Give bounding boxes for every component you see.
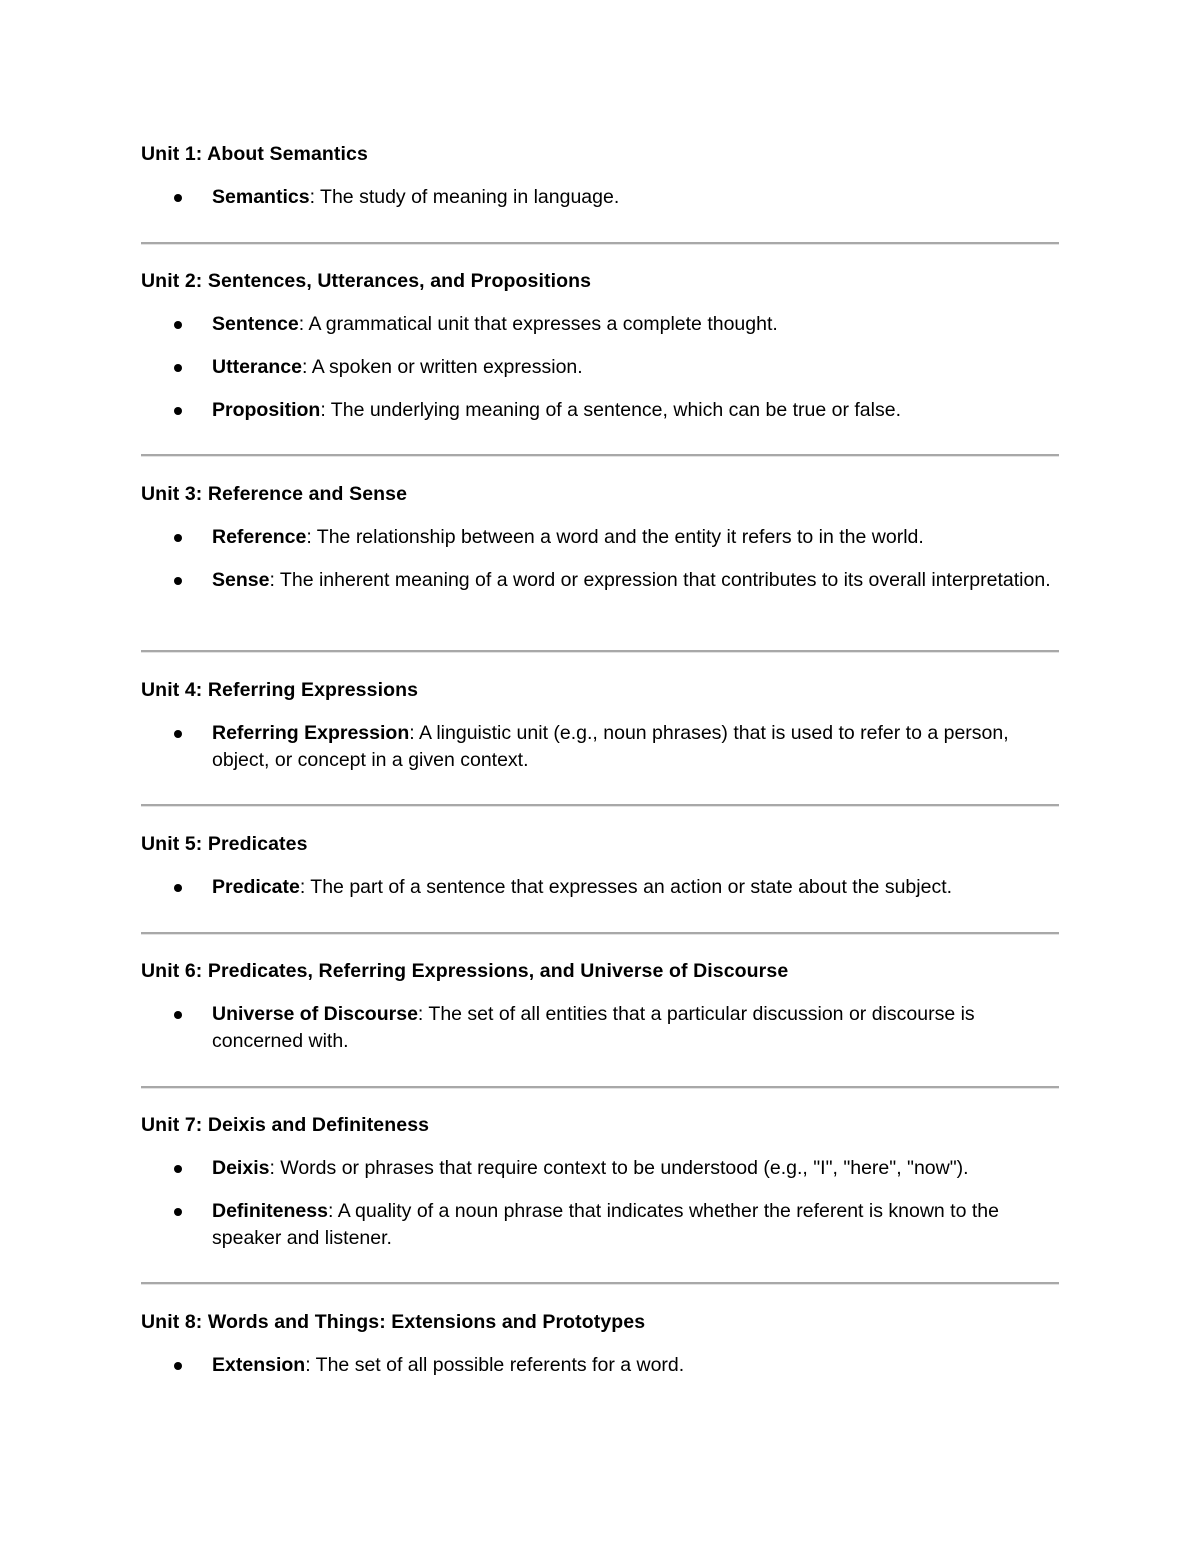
unit-8-title: Unit 8: Words and Things: Extensions and Prototypes <box>141 1311 646 1333</box>
unit-4-title: Unit 4: Referring Expressions <box>141 679 419 701</box>
term-sense <box>141 567 1061 594</box>
unit-8-term-list <box>141 1352 1061 1379</box>
unit-5-section <box>141 832 1061 901</box>
term-name: Referring Expression <box>212 722 410 744</box>
section-divider <box>141 1086 1059 1089</box>
unit-7-term-list <box>141 1155 1061 1252</box>
term-definition: : A quality of a noun phrase that indicates whether the referent is known to the speaker and listener. <box>212 1200 999 1249</box>
unit-7-title: Unit 7: Deixis and Definiteness <box>141 1114 430 1136</box>
term-name: Definiteness <box>212 1200 328 1222</box>
term-definition: : A spoken or written expression. <box>301 356 583 378</box>
section-divider <box>141 454 1059 457</box>
bullet-icon <box>174 884 182 892</box>
bullet-icon <box>174 534 182 542</box>
term-universe-of-discourse <box>141 1001 1061 1055</box>
bullet-icon <box>174 194 182 202</box>
term-deixis <box>141 1155 1061 1182</box>
term-sentence <box>141 311 1061 338</box>
term-extension <box>141 1352 1061 1379</box>
term-utterance <box>141 354 1061 381</box>
unit-8-section <box>141 1310 1061 1379</box>
unit-5-term-list <box>141 874 1061 901</box>
section-divider <box>141 804 1059 807</box>
term-name: Reference <box>212 526 307 548</box>
unit-6-term-list <box>141 1001 1061 1055</box>
section-divider <box>141 932 1059 935</box>
section-divider <box>141 242 1059 245</box>
term-definition: : Words or phrases that require context to be understood (e.g., "I", "here", "now"). <box>269 1157 969 1179</box>
term-semantics <box>141 184 1061 211</box>
term-proposition <box>141 397 1061 424</box>
term-definition: : A grammatical unit that expresses a complete thought. <box>298 313 778 335</box>
unit-3-term-list <box>141 524 1061 594</box>
term-name: Predicate <box>212 876 300 898</box>
bullet-icon <box>174 364 182 372</box>
term-name: Semantics <box>212 186 310 208</box>
term-name: Extension <box>212 1354 306 1376</box>
unit-1-title: Unit 1: About Semantics <box>141 143 368 165</box>
term-name: Sense <box>212 569 270 591</box>
bullet-icon <box>174 1165 182 1173</box>
bullet-icon <box>174 407 182 415</box>
unit-6-title: Unit 6: Predicates, Referring Expressions, and Universe of Discourse <box>141 960 789 982</box>
unit-4-section <box>141 678 1061 774</box>
unit-6-section <box>141 959 1061 1055</box>
term-definition: : The relationship between a word and the entity it refers to in the world. <box>306 526 924 548</box>
unit-2-title: Unit 2: Sentences, Utterances, and Propositions <box>141 270 592 292</box>
term-definition: : The underlying meaning of a sentence, which can be true or false. <box>320 399 901 421</box>
bullet-icon <box>174 1362 182 1370</box>
term-name: Proposition <box>212 399 321 421</box>
bullet-icon <box>174 730 182 738</box>
term-definiteness <box>141 1198 1061 1252</box>
unit-2-section <box>141 269 1061 424</box>
unit-1-term-list <box>141 184 1061 211</box>
unit-2-term-list <box>141 311 1061 424</box>
section-divider <box>141 1282 1059 1285</box>
term-definition: : The study of meaning in language. <box>309 186 620 208</box>
term-definition: : The set of all entities that a particular discussion or discourse is concerned with. <box>212 1003 975 1052</box>
term-predicate <box>141 874 1061 901</box>
unit-1-section <box>141 142 1061 211</box>
bullet-icon <box>174 321 182 329</box>
term-definition: : The set of all possible referents for a word. <box>305 1354 685 1376</box>
term-name: Utterance <box>212 356 302 378</box>
term-definition: : The inherent meaning of a word or expression that contributes to its overall interpretation. <box>269 569 1051 591</box>
bullet-icon <box>174 1011 182 1019</box>
bullet-icon <box>174 1208 182 1216</box>
term-name: Sentence <box>212 313 299 335</box>
term-definition: : The part of a sentence that expresses an action or state about the subject. <box>299 876 953 898</box>
unit-7-section <box>141 1113 1061 1252</box>
unit-3-title: Unit 3: Reference and Sense <box>141 483 408 505</box>
section-divider <box>141 650 1059 653</box>
term-referring-expression <box>141 720 1061 774</box>
bullet-icon <box>174 577 182 585</box>
term-name: Universe of Discourse <box>212 1003 418 1025</box>
term-definition: : A linguistic unit (e.g., noun phrases) that is used to refer to a person, object, or concept in a given context. <box>212 722 1009 771</box>
term-name: Deixis <box>212 1157 270 1179</box>
unit-4-term-list <box>141 720 1061 774</box>
unit-3-section <box>141 482 1061 594</box>
term-reference <box>141 524 1061 551</box>
unit-5-title: Unit 5: Predicates <box>141 833 308 855</box>
